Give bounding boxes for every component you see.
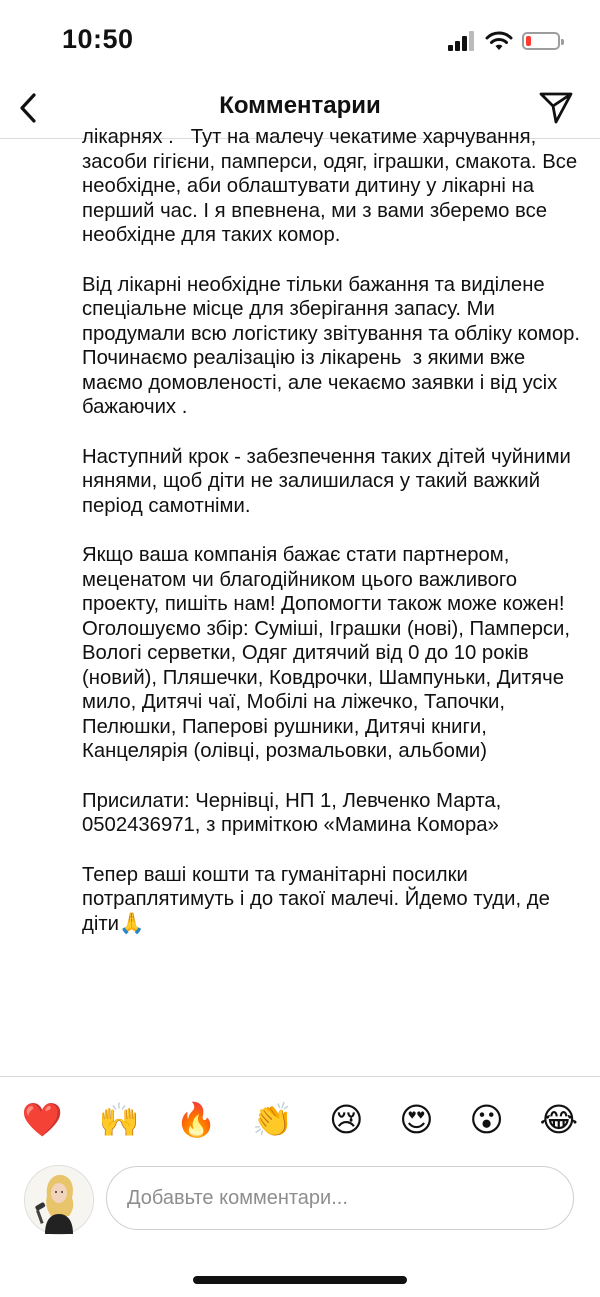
reaction-surprised-face[interactable]: 😮 (469, 1100, 504, 1139)
paper-plane-icon (538, 91, 574, 125)
user-avatar-icon (25, 1166, 93, 1234)
cellular-signal-icon (448, 31, 476, 51)
comment-paragraph: Якщо ваша компанія бажає стати партнером, меценатом чи благодійником цього важливого проекту, пишіть нам! Допомогти також може кожен! Оголошуємо збір: Суміші, Іграшки (нові), Памперси, Вологі серветки, Одяг дитячий від 0 до 10 років (новий), Пляшечки, Ковдрочки, Шампуньки, Дитяче мило, Дитячі чаї, Мобілі на ліжечко, Тапочки, Пелюшки, Паперові рушники, Дитячі книги, Канцелярія (олівці, розмальовки, альбоми) (82, 544, 576, 762)
battery-icon (522, 32, 560, 50)
comment-paragraph: лікарнях . Тут на малечу чекатиме харчування, засоби гігієни, памперси, одяг, іграшки, смакота. Все необхідне, аби облаштувати дитину у лікарні на перший час. І я впевнена, ми з вами зберемо все необхідне для таких комор. (82, 126, 583, 246)
share-button[interactable] (534, 86, 578, 130)
reaction-heart[interactable]: ❤️ (21, 1100, 63, 1139)
reaction-tears-of-joy[interactable]: 😂 (539, 1100, 579, 1139)
comment-paragraph: Тепер ваші кошти та гуманітарні посилки потраплятимуть і до такої малечі. Йдемо туди, де діти🙏 (82, 863, 556, 935)
comment-scroll-area[interactable] (0, 126, 600, 1076)
status-icons (448, 28, 560, 54)
reaction-crying-face[interactable]: 😢 (329, 1100, 364, 1139)
reaction-bar (0, 1076, 600, 1162)
comment-paragraph: Від лікарні необхідне тільки бажання та виділене спеціальне місце для зберігання запасу. Ми продумали всю логістику звітування та обліку комор. Починаємо реалізацію із лікарень з якими вже маємо домовленості, але чекаємо заявки і від усіх бажаючих . (82, 273, 586, 418)
wifi-icon (486, 31, 512, 51)
page-title: Комментарии (219, 92, 381, 119)
comment-paragraph: Наступний крок - забезпечення таких дітей чуйними нянями, щоб діти не залишилася у такий важкий період самотніми. (82, 445, 577, 517)
comment-compose (0, 1162, 600, 1242)
reaction-fire[interactable]: 🔥 (175, 1100, 217, 1139)
status-time: 10:50 (62, 24, 134, 54)
reaction-clapping-hands[interactable]: 👏 (252, 1100, 294, 1139)
avatar[interactable] (24, 1165, 94, 1235)
status-bar (0, 0, 600, 80)
reaction-heart-eyes[interactable]: 😍 (399, 1100, 434, 1139)
comment-input[interactable] (106, 1166, 574, 1230)
comment-paragraph: Присилати: Чернівці, НП 1, Левченко Марта, 0502436971, з приміткою «Мамина Комора» (82, 789, 507, 836)
comment-body (82, 125, 586, 961)
reaction-raising-hands[interactable]: 🙌 (98, 1100, 140, 1139)
home-indicator (193, 1276, 407, 1284)
